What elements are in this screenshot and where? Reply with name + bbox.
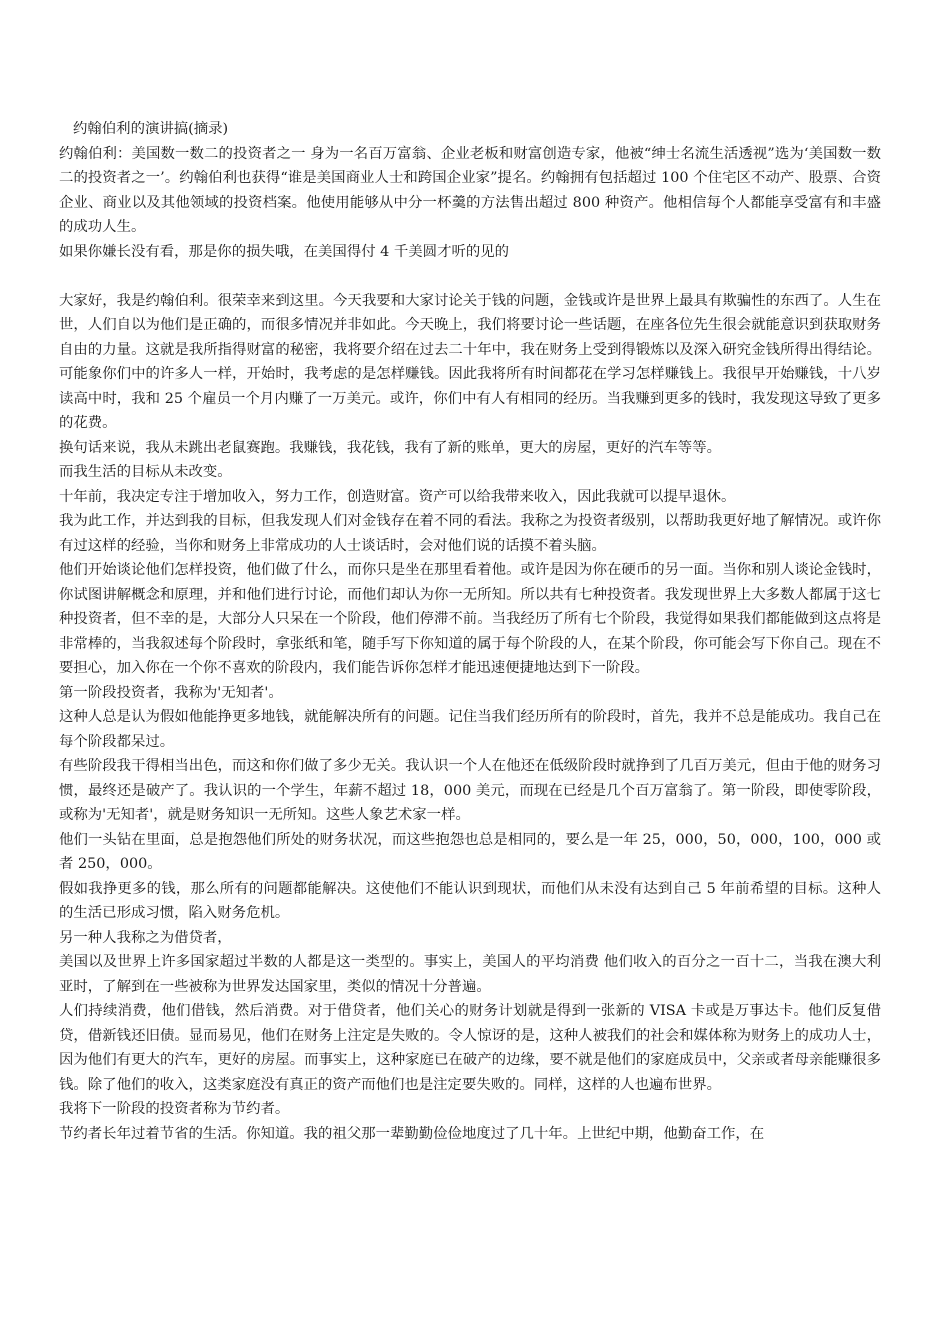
paragraph-saver-detail: 节约者长年过着节省的生活。你知道。我的祖父那一辈勤勤俭俭地度过了几十年。上世纪中期，他勤奋工作，在: [59, 1125, 765, 1142]
document-title: 约翰伯利的演讲搞(摘录): [73, 121, 229, 137]
paragraph-borrower-heading: 另一种人我称之为借贷者，: [59, 929, 232, 946]
paragraph-more-money: 这种人总是认为假如他能挣更多地钱，就能解决所有的问题。记住当我们经历所有的阶段时，首先，我并不总是能成功。我自己在每个阶段都呆过。: [59, 709, 881, 750]
paragraph-complaints: 他们一头钻在里面，总是抱怨他们所处的财务状况，而这些抱怨也总是相同的，要么是一年 25，000，50，000，100，000 或者 250，000。: [59, 831, 881, 872]
paragraph-note: 如果你嫌长没有看，那是你的损失哦，在美国得付 4 千美圆才听的见的: [59, 243, 510, 260]
paragraph-ten-years: 十年前，我决定专注于增加收入，努力工作，创造财富。资产可以给我带来收入，因此我就可以提早退休。: [59, 488, 736, 505]
paragraph-investor-levels: 我为此工作，并达到我的目标，但我发现人们对金钱存在着不同的看法。我称之为投资者级别，以帮助我更好地了解情况。或许你有过这样的经验，当你和财务上非常成功的人士谈话时，会对他们说的话摸不着头脑。: [59, 513, 881, 554]
blank-line: [59, 264, 881, 289]
paragraph-stage-one: 第一阶段投资者，我称为'无知者'。: [59, 684, 283, 701]
paragraph-goal: 而我生活的目标从未改变。: [59, 464, 232, 480]
paragraph-opening: 大家好，我是约翰伯利。很荣幸来到这里。今天我要和大家讨论关于钱的问题，金钱或许是世界上最具有欺骗性的东西了。人生在世，人们自以为他们是正确的，而很多情况并非如此。今天晚上，我们将要讨论一些话题，在座各位先生很会就能意识到获取财务自由的力量。这就是我所指得财富的秘密，我将要介绍在过去二十年中，我在财务上受到得锻炼以及深入研究金钱所得出得结论。可能象你们中的许多人一样，开始时，我考虑的是怎样赚钱。因此我将所有时间都花在学习怎样赚钱上。我很早开始赚钱，十八岁读高中时，我和 25 个雇员一个月内赚了一万美元。或许，你们中有人有相同的经历。当我赚到更多的钱时，我发现这导致了更多的花费。: [59, 292, 881, 431]
paragraph-habits: 假如我挣更多的钱，那么所有的问题都能解决。这使他们不能认识到现状，而他们从未没有达到自己 5 年前希望的目标。这种人的生活已形成习惯，陷入财务危机。: [59, 880, 881, 921]
paragraph-borrower-detail: 人们持续消费，他们借钱，然后消费。对于借贷者，他们关心的财务计划就是得到一张新的 VISA 卡或是万事达卡。他们反复借贷，借新钱还旧债。显而易见，他们在财务上注定是失败的。令人惊讶的是，这种人被我们的社会和媒体称为财务上的成功人士，因为他们有更大的汽车，更好的房屋。而事实上，这种家庭已在破产的边缘，要不就是他们的家庭成员中，父亲或者母亲能赚很多钱。除了他们的收入，这类家庭没有真正的资产而他们也是注定要失败的。同样，这样的人也遍布世界。: [59, 1003, 881, 1093]
document-body: [59, 117, 881, 1146]
paragraph-seven-investors: 他们开始谈论他们怎样投资，他们做了什么，而你只是坐在那里看着他。或许是因为你在硬币的另一面。当你和别人谈论金钱时，你试图讲解概念和原理，并和他们进行讨论，而他们却认为你一无所知。所以共有七种投资者。我发现世界上大多数人都属于这七种投资者，但不幸的是，大部分人只呆在一个阶段，他们停滞不前。当我经历了所有七个阶段，我觉得如果我们都能做到这点将是非常棒的，当我叙述每个阶段时，拿张纸和笔，随手写下你知道的属于每个阶段的人，在某个阶段，你可能会写下你自己。现在不要担心，加入你在一个你不喜欢的阶段内，我们能告诉你怎样才能迅速便捷地达到下一阶段。: [59, 562, 881, 676]
paragraph-intro: 约翰伯利：美国数一数二的投资者之一 身为一名百万富翁、企业老板和财富创造专家，他被“绅士名流生活透视”选为‘美国数一数二的投资者之一’。约翰伯利也获得“谁是美国商业人士和跨国企业家”提名。约翰拥有包括超过 100 个住宅区不动产、股票、合资企业、商业以及其他领域的投资档案。他使用能够从中分一杯羹的方法售出超过 800 种资产。他相信每个人都能享受富有和丰盛的成功人生。: [59, 145, 881, 235]
paragraph-borrower-stats: 美国以及世界上许多国家超过半数的人都是这一类型的。事实上，美国人的平均消费 他们收入的百分之一百十二，当我在澳大利亚时，了解到在一些被称为世界发达国家里，类似的情况十分普遍。: [59, 954, 881, 995]
paragraph-rat-race: 换句话来说，我从未跳出老鼠赛跑。我赚钱，我花钱，我有了新的账单，更大的房屋，更好的汽车等等。: [59, 439, 721, 456]
paragraph-saver-heading: 我将下一阶段的投资者称为节约者。: [59, 1101, 290, 1117]
paragraph-stage-examples: 有些阶段我干得相当出色，而这和你们做了多少无关。我认识一个人在他还在低级阶段时就挣到了几百万美元，但由于他的财务习惯，最终还是破产了。我认识的一个学生，年薪不超过 18，000 美元，而现在已经是几个百万富翁了。第一阶段，即使零阶段，或称为'无知者'，就是财务知识一无所知。这些人象艺术家一样。: [59, 758, 881, 823]
